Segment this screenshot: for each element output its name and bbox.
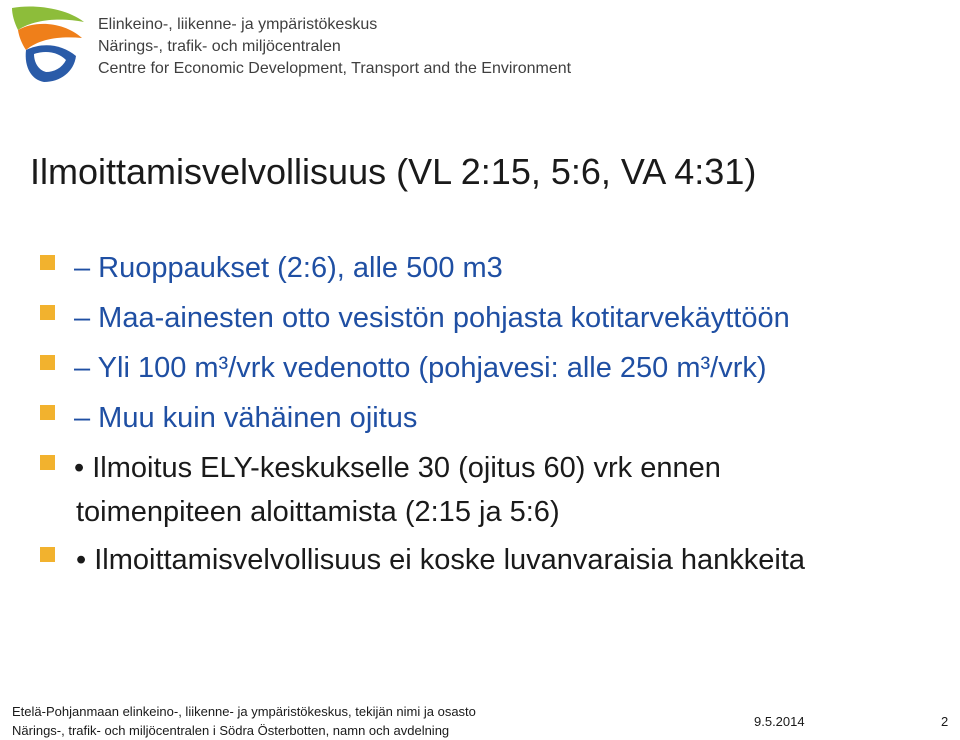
bullet-square-icon [40,405,55,420]
footer-line-swedish: Närings-, trafik- och miljöcentralen i Södra Österbotten, namn och avdelning [12,723,450,738]
bullet-square-icon [40,547,55,562]
org-name-swedish: Närings-, trafik- och miljöcentralen [98,38,341,55]
bullet-text: – Ruoppaukset (2:6), alle 500 m3 [74,252,503,284]
slide-date: 9.5.2014 [754,714,805,729]
footer-line-finnish: Etelä-Pohjanmaan elinkeino-, liikenne- ja ympäristökeskus, tekijän nimi ja osasto [12,704,476,719]
bullet-text: – Maa-ainesten otto vesistön pohjasta kotitarvekäyttöön [74,302,790,334]
bullet-text: – Yli 100 m³/vrk vedenotto (pohjavesi: alle 250 m³/vrk) [74,352,767,384]
bullet-continuation: toimenpiteen aloittamista (2:15 ja 5:6) [76,496,560,528]
bullet-text: • Ilmoittamisvelvollisuus ei koske luvanvaraisia hankkeita [76,544,806,576]
bullet-text: • Ilmoitus ELY-keskukselle 30 (ojitus 60) vrk ennen [74,452,721,484]
bullet-text: – Muu kuin vähäinen ojitus [74,402,418,434]
slide-number: 2 [941,714,949,729]
slide-title: Ilmoittamisvelvollisuus (VL 2:15, 5:6, VA 4:31) [30,151,757,192]
bullet-square-icon [40,255,55,270]
org-name-english: Centre for Economic Development, Transport and the Environment [98,60,572,77]
bullet-square-icon [40,355,55,370]
bullet-square-icon [40,305,55,320]
bullet-square-icon [40,455,55,470]
org-name-finnish: Elinkeino-, liikenne- ja ympäristökeskus [98,16,378,33]
footer-organization [12,702,476,740]
